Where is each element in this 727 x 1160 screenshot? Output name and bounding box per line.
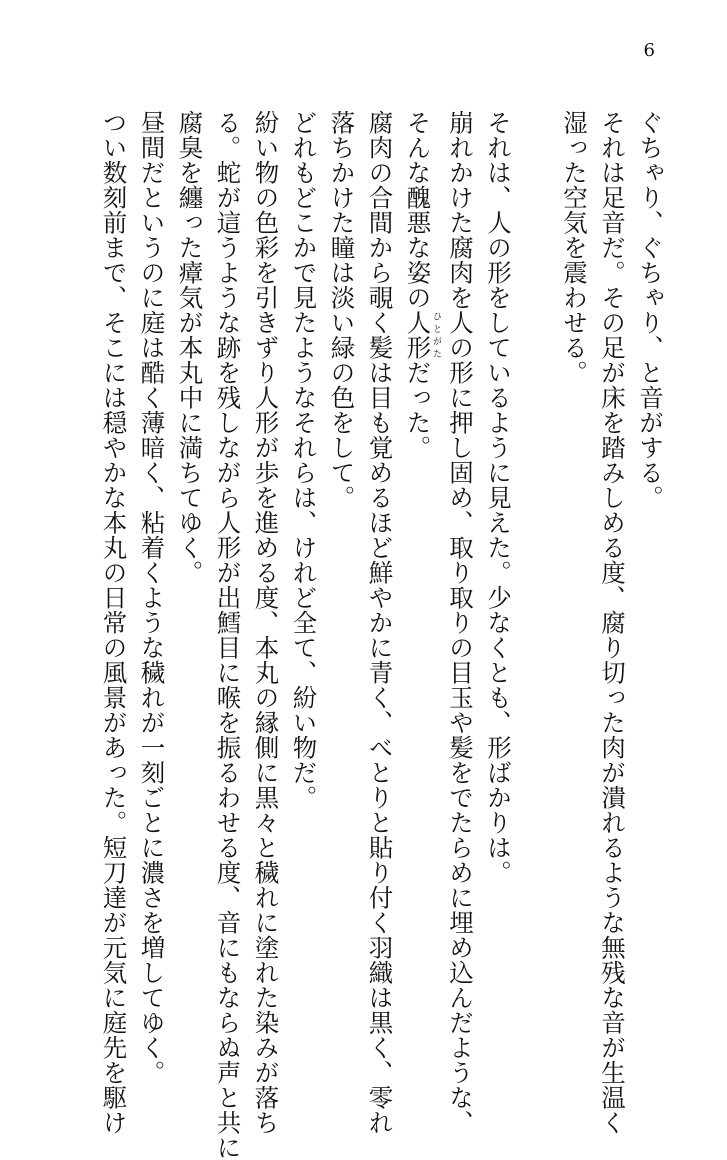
blank-line	[517, 110, 555, 980]
text-line-7	[399, 110, 442, 980]
text-line-14: 昼間だというのに庭は酷く薄暗く、粘着くような穢れが一刻ごとに濃さを増してゆく。	[137, 110, 167, 1085]
ruby-base: 人形	[403, 310, 433, 360]
text-line-12: る。蛇が這うような跡を残しながら人形が出鱈目に喉を振るわせる度、音にもならぬ声と共に	[213, 110, 243, 1160]
text-line-13: 腐臭を纏った瘴気が本丸中に満ちてゆく。	[175, 110, 205, 585]
text-line-5: それは、人の形をしているように見えた。少なくとも、形ばかりは。	[484, 110, 513, 885]
ruby-reading: ひとがた	[431, 310, 441, 360]
page-number: 6	[643, 40, 655, 61]
text-line-9: 落ちかけた瞳は淡い緑の色をして。	[327, 110, 357, 510]
ruby-annotation	[403, 310, 441, 360]
text-line-8: 腐肉の合間から覗く髪は目も覚めるほど鮮やかに青く、べとりと貼り付く羽織は黒く、零れ	[365, 110, 395, 1135]
vertical-text-body	[95, 110, 670, 1160]
text-line-2: それは足音だ。その足が床を踏みしめる度、腐り切った肉が潰れるような無残な音が生温く	[598, 110, 627, 1135]
text-line-6: 崩れかけた腐肉を人の形に押し固め、取り取りの目玉や髪をでたらめに埋め込んだような、	[446, 110, 475, 1135]
text-line-15: つい数刻前まで、そこには穏やかな本丸の日常の風景があった。短刀達が元気に庭先を駆け	[99, 110, 129, 1135]
text-line-1: ぐちゃり、ぐちゃり、と音がする。	[636, 110, 665, 510]
text-line-11: 紛い物の色彩を引きずり人形が歩を進める度、本丸の縁側に黒々と穢れに塗れた染みが落ち	[251, 110, 281, 1135]
text-line-10: どれもどこかで見たようなそれらは、けれど全て、紛い物だ。	[289, 110, 319, 810]
text-segment: そんな醜悪な姿の	[403, 110, 433, 310]
text-segment: だった。	[403, 360, 433, 460]
text-line-3: 湿った空気を震わせる。	[560, 110, 589, 385]
